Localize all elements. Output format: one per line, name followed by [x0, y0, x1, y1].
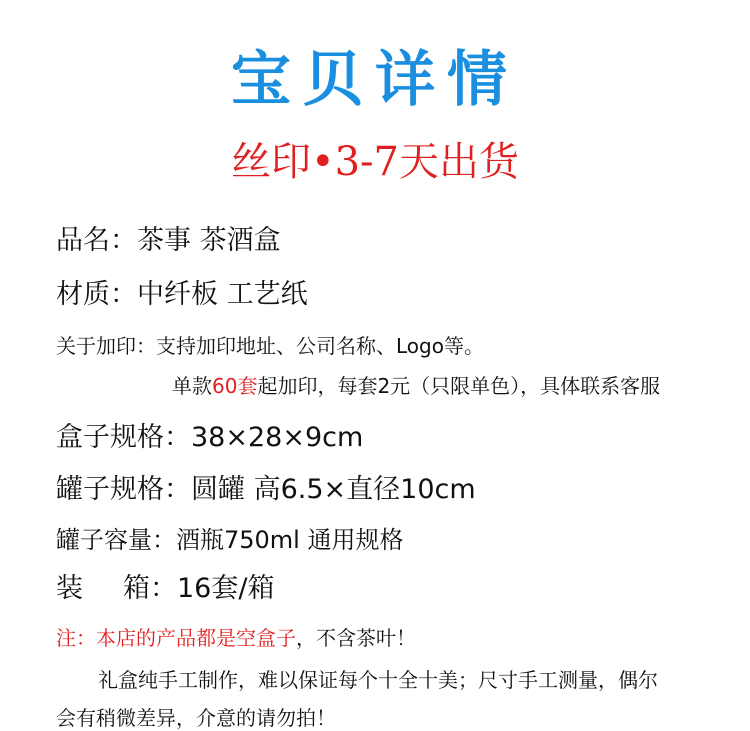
jar-capacity: 罐子容量：酒瓶750ml 通用规格 — [56, 526, 404, 554]
disclaimer-line-1: 礼盒纯手工制作，难以保证每个十全十美；尺寸手工测量，偶尔 — [98, 668, 658, 692]
packing-label-b: 箱：16套/箱 — [123, 573, 275, 604]
page-title: 宝贝详情 — [231, 45, 519, 115]
product-name: 品名：茶事 茶酒盒 — [56, 225, 281, 256]
notice-rest: ，不含茶叶！ — [296, 626, 416, 650]
packing-label-a: 装 — [56, 573, 83, 604]
disclaimer-line-2: 会有稍微差异，介意的请勿拍！ — [56, 706, 336, 730]
packing-count — [56, 566, 274, 605]
box-size: 盒子规格：38×28×9cm — [56, 422, 364, 453]
notice-highlight: 注：本店的产品都是空盒子 — [56, 626, 296, 650]
printing-pricing-pre: 单款 — [172, 374, 212, 398]
printing-pricing — [172, 370, 660, 399]
product-material: 材质：中纤板 工艺纸 — [56, 279, 308, 310]
printing-min-quantity: 60套 — [212, 374, 258, 398]
shipping-subtitle: 丝印•3-7天出货 — [230, 139, 519, 185]
jar-size: 罐子规格：圆罐 高6.5×直径10cm — [56, 474, 476, 505]
printing-pricing-post: 起加印，每套2元（只限单色），具体联系客服 — [257, 374, 661, 398]
printing-info: 关于加印：支持加印地址、公司名称、Logo等。 — [56, 334, 484, 358]
empty-box-notice — [56, 622, 416, 651]
